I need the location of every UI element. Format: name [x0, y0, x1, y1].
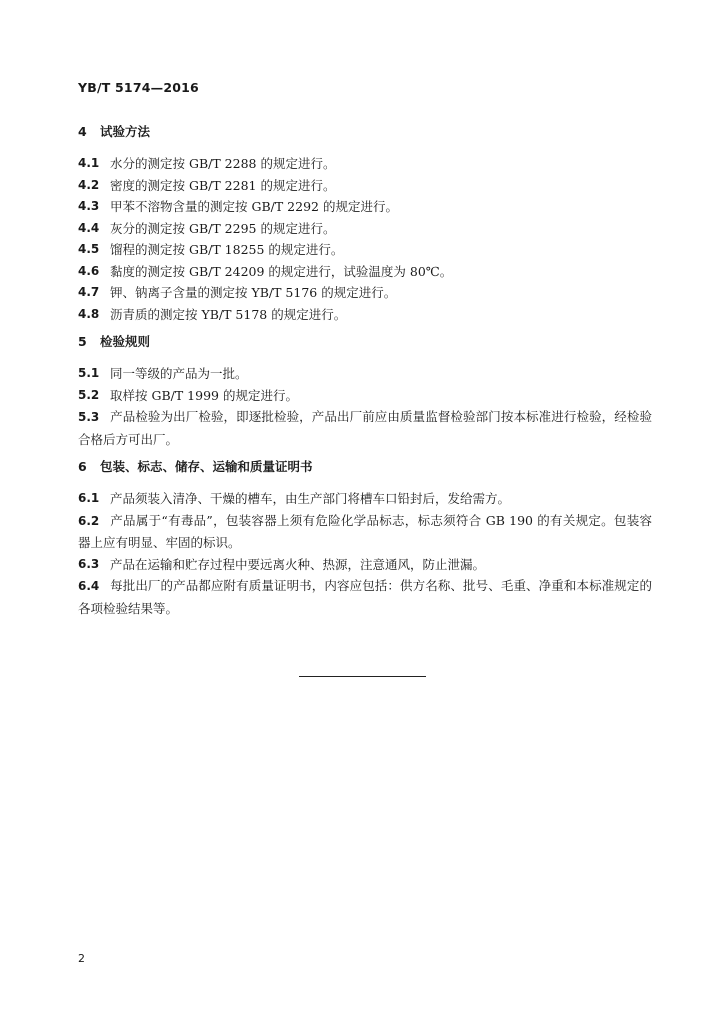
clause-number: 6.4 [78, 579, 100, 593]
clause-text: 钾、钠离子含量的测定按 YB/T 5176 的规定进行。 [110, 285, 397, 300]
clause-number: 5.3 [78, 410, 100, 424]
clause [78, 575, 652, 619]
section-number: 5 [78, 334, 87, 349]
standard-code-header: YB/T 5174—2016 [78, 80, 199, 95]
clause-text: 黏度的测定按 GB/T 24209 的规定进行，试验温度为 80℃。 [110, 263, 453, 279]
clause [78, 510, 652, 554]
clause-number: 5.2 [78, 387, 100, 402]
clause-number: 4.3 [78, 199, 100, 213]
clause [78, 363, 652, 385]
clause-number: 6.2 [78, 513, 100, 528]
clause-text: 产品属于“有毒品”，包装容器上须有危险化学品标志，标志须符合 GB 190 的有关规定。包装容器上应有明显、牢固的标识。 [78, 512, 652, 550]
clause [78, 554, 652, 576]
clause [78, 196, 652, 218]
clause [78, 261, 652, 283]
clause-number: 5.1 [78, 366, 100, 380]
clause-number: 4.8 [78, 306, 100, 321]
section-heading [78, 331, 652, 353]
clause-text: 灰分的测定按 GB/T 2295 的规定进行。 [110, 220, 336, 236]
clause-text: 取样按 GB/T 1999 的规定进行。 [110, 387, 298, 403]
clause-text: 水分的测定按 GB/T 2288 的规定进行。 [110, 156, 336, 171]
clause [78, 153, 652, 175]
clause-text: 同一等级的产品为一批。 [110, 366, 248, 381]
clause-number: 4.1 [78, 156, 100, 170]
document-body [78, 121, 652, 619]
section-title: 包装、标志、储存、运输和质量证明书 [100, 459, 313, 474]
section-heading [78, 121, 652, 143]
clause [78, 175, 652, 197]
clause-number: 4.4 [78, 220, 100, 235]
clause-text: 产品检验为出厂检验，即逐批检验，产品出厂前应由质量监督检验部门按本标准进行检验，经检验合格后方可出厂。 [78, 409, 652, 447]
clause-text: 密度的测定按 GB/T 2281 的规定进行。 [110, 177, 336, 193]
clause [78, 406, 652, 450]
clause-number: 6.1 [78, 491, 100, 505]
clause-number: 6.3 [78, 556, 100, 571]
section-number: 6 [78, 459, 87, 474]
clause-text: 沥青质的测定按 YB/T 5178 的规定进行。 [110, 306, 347, 322]
clause-number: 4.6 [78, 263, 100, 278]
clause-text: 每批出厂的产品都应附有质量证明书，内容应包括：供方名称、批号、毛重、净重和本标准规定的各项检验结果等。 [78, 578, 652, 616]
clause [78, 218, 652, 240]
section-number: 4 [78, 124, 87, 139]
clause-text: 甲苯不溶物含量的测定按 GB/T 2292 的规定进行。 [110, 199, 398, 214]
section-title: 检验规则 [100, 334, 151, 349]
clause-text: 产品须装入清净、干燥的槽车，由生产部门将槽车口铅封后，发给需方。 [110, 491, 511, 506]
section-title: 试验方法 [100, 124, 151, 139]
page-number: 2 [78, 952, 85, 965]
clause-text: 馏程的测定按 GB/T 18255 的规定进行。 [110, 242, 344, 257]
section-heading [78, 456, 652, 478]
section-test-methods [78, 121, 652, 325]
clause-number: 4.5 [78, 242, 100, 256]
clause-number: 4.2 [78, 177, 100, 192]
end-of-document-rule [299, 676, 426, 677]
clause [78, 385, 652, 407]
clause [78, 282, 652, 304]
clause-number: 4.7 [78, 285, 100, 299]
clause [78, 488, 652, 510]
section-packaging-marking [78, 456, 652, 619]
clause [78, 239, 652, 261]
section-inspection-rules [78, 331, 652, 450]
clause [78, 304, 652, 326]
clause-text: 产品在运输和贮存过程中要远离火种、热源，注意通风，防止泄漏。 [110, 556, 486, 572]
